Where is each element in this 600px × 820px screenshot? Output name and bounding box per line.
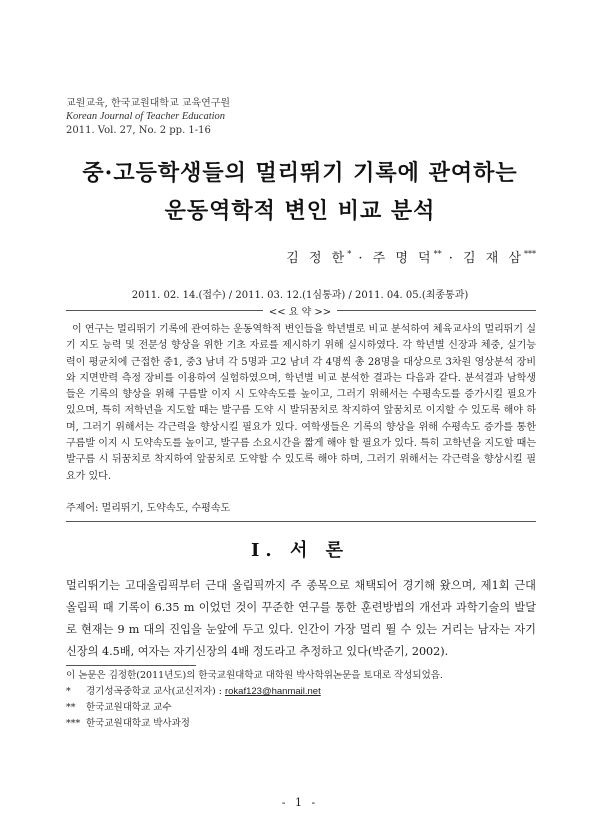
footnote-text: 한국교원대학교 박사과정: [86, 718, 190, 729]
author-name: 김 재 삼: [463, 251, 524, 266]
author-list: [286, 247, 536, 266]
abstract-heading-text: << 요 약 >>: [263, 307, 337, 318]
footnote-text: 한국교원대학교 교수: [86, 702, 172, 713]
submission-dates: 2011. 02. 14.(접수) / 2011. 03. 12.(1심통과) / 2011. 04. 05.(최종통과): [131, 290, 469, 301]
email-link[interactable]: rokaf123@hanmail.net: [224, 686, 321, 697]
footnote-text: 경기성곡중학교 교사(교신저자) :: [86, 686, 225, 697]
footnote-divider: [66, 665, 196, 666]
author-mark: ***: [524, 249, 536, 259]
keywords-divider: [66, 521, 536, 522]
abstract-body: [66, 322, 536, 485]
footnote-author-2: [66, 700, 172, 716]
journal-english-name: Korean Journal of Teacher Education: [66, 111, 226, 122]
keywords: 주제어: 멀리뛰기, 도약속도, 수평속도: [66, 503, 231, 514]
title-line-1: 중·고등학생들의 멀리뛰기 기록에 관여하는: [82, 160, 518, 186]
footnote-author-3: [66, 716, 190, 732]
abstract-text: 이 연구는 멀리뛰기 기록에 관여하는 운동역학적 변인들을 학년별로 비교 분석하여 체육교사의 멀리뛰기 실기 지도 능력 및 전문성 향상을 위한 기초 자료를 제시하기 위해 실시하였다. 각 학년별 신장과 체중, 실기능력이 평균치에 근접한 중1, 중3 남녀 각 5명과 고2 남녀 각 4명씩 총 28명을 대상으로 3차원 영상분석 장비와 지면반력 측정 장비를 이용하여 실험하였으며, 학년별 비교 분석한 결과는 다음과 같다. 분석결과 남학생들은 기록의 향상을 위해 구름발 이지 시 도약속도를 높이고, 그러기 위해서는 수평속도를 증가시킬 필요가 있으며, 특히 저학년을 지도할 때는 발구름 도약 시 발뒤꿈치로 착지하여 앞꿈치로 이지할 수 있도록 해야 하며, 그러기 위해서는 각근력을 향상시킬 필요가 있다. 여학생들은 기록의 향상을 위해 수평속도 증가를 통한 구름발 이지 시 도약속도를 높이고, 발구름 소요시간을 짧게 해야 할 필요가 있다. 특히 고학년을 지도할 때는 발구름 시 뒤꿈치로 착지하여 앞꿈치로 도약할 수 있도록 해야 하며, 그러기 위해서는 각근력을 향상시킬 필요가 있다.: [66, 324, 536, 482]
title-line-2: 운동역학적 변인 비교 분석: [164, 198, 436, 224]
journal-korean-name: 교원교육, 한국교원대학교 교육연구원: [66, 98, 231, 109]
author-name: 주 명 덕: [372, 251, 434, 266]
author-name: 김 정 한: [286, 251, 348, 266]
abstract-heading: [0, 303, 600, 318]
footnote-mark: *: [66, 686, 71, 697]
intro-body: [66, 575, 536, 663]
author-mark: *: [347, 249, 352, 259]
journal-volume: 2011. Vol. 27, No. 2 pp. 1-16: [66, 125, 211, 136]
intro-paragraph: 멀리뛰기는 고대올림픽부터 근대 올림픽까지 주 종목으로 채택되어 경기해 왔으며, 제1회 근대 올림픽 때 기록이 6.35 m 이었던 것이 꾸준한 연구를 통한 훈련방법의 개선과 과학기술의 발달로 현재는 9 m 대의 진입을 눈앞에 두고 있다. 인간이 가장 멀리 뛸 수 있는 거리는 남자는 자기신장의 4.5배, 여자는 자기신장의 4배 정도라고 추정하고 있다(박준기, 2002).: [66, 579, 536, 658]
page-number: - 1 -: [281, 796, 319, 809]
footnote-funding: 이 논문은 김정한(2011년도)의 한국교원대학교 대학원 박사학위논문을 토대로 작성되었음.: [66, 670, 443, 681]
footnote-mark: **: [66, 702, 76, 713]
footnote-author-1: [66, 684, 321, 700]
author-mark: **: [433, 249, 442, 259]
author-separator: ·: [448, 251, 456, 266]
author-separator: ·: [358, 251, 366, 266]
section-title: Ⅰ. 서 론: [251, 540, 349, 561]
footnote-mark: ***: [66, 718, 81, 729]
